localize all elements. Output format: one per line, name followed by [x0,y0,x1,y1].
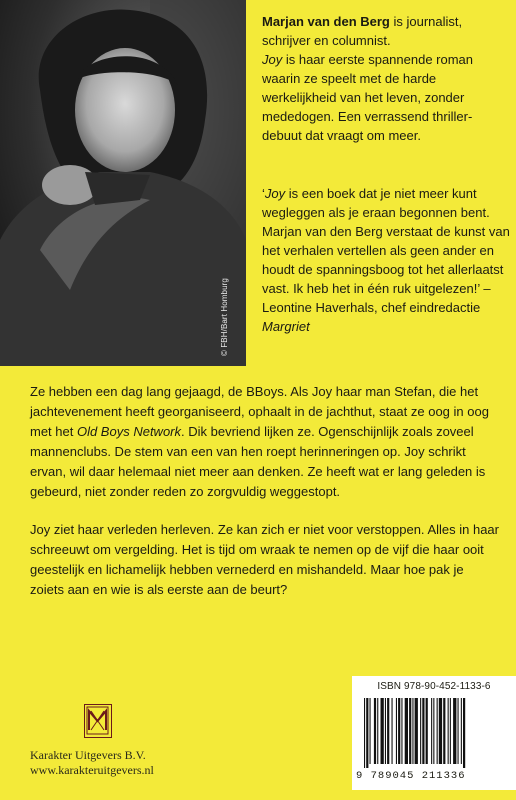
author-bio-tail: is journalist, schrijver en columnist. [262,14,463,48]
barcode-stripe [392,698,393,764]
barcode-stripe [385,698,386,764]
publisher-monogram-icon [84,704,112,738]
publisher-name: Karakter Uitgevers B.V. [30,748,146,762]
author-name: Marjan van den Berg [262,14,390,29]
review-quote [262,184,512,336]
barcode-stripe [443,698,445,764]
author-bio-text [262,12,510,145]
author-photo [0,0,246,366]
photo-credit: © FBH/Bart Homburg [220,278,229,356]
blurb-p1-part-a: Ze hebben een dag lang gejaagd, de BBoys. Als Joy haar man Stefan, die het jachtevenement heeft georganiseerd, ophaalt in de jachthut, staat ze oog in oog met het [30,384,489,439]
barcode-stripe [415,698,418,764]
barcode-stripe [433,698,434,764]
barcode-stripe [405,698,408,764]
book-title-mention: Joy [262,52,283,67]
barcode-stripe [396,698,397,764]
barcode-stripe [426,698,428,764]
blurb-paragraph-1 [30,382,500,502]
blurb-paragraph-2: Joy ziet haar verleden herleven. Ze kan zich er niet voor verstoppen. Alles in haar schreeuwt om vergelding. Het is tijd om wraak te nemen op de vijf die haar ooit geestelijk en lichamelijk hebben vernederd en mishandeld. Maar hoe pak je zoiets aan en wie is als eerste aan de beurt? [30,522,499,597]
barcode-panel [352,676,516,790]
isbn-label: ISBN 978-90-452-1133-6 [377,681,491,692]
barcode-stripe [398,698,400,764]
blurb-p1-italic: Old Boys Network [76,424,182,439]
barcode-stripe [431,698,432,764]
barcode-stripe [422,698,424,764]
barcode-stripe [437,698,438,764]
barcode-stripe [450,698,451,764]
publisher-url: www.karakteruitgevers.nl [30,763,154,777]
barcode-stripe [409,698,411,764]
barcode-stripe [374,698,376,764]
barcode-icon [362,698,512,768]
barcode-stripe [387,698,389,764]
blurb-p1-part-b: . Dik bevriend lijken ze. Ogenschijnlijk zoals zoveel mannenclubs. De stem van een van hen roept herinneringen op. Joy schrikt ervan, wil daar helemaal niet meer aan denken. Ze heeft wat er lang geleden is gebeurd, niet zonder reden zo zorgvuldig weggestopt. [30,424,486,499]
barcode-stripe [381,698,384,764]
barcode-stripe [370,698,371,764]
barcode-stripe [366,698,368,768]
book-blurb [30,382,500,600]
barcode-stripe [412,698,413,764]
quote-body: is een boek dat je niet meer kunt wegleggen als je eraan begonnen bent. Marjan van den Berg verstaat de kunst van het verhalen vertellen als geen ander en houdt de spanningsboog tot het allerlaatst vast. Ik heb het in één ruk uitgelezen!’ – Leontine Haverhals, chef eindredactie [262,186,510,315]
review-quote-text [262,184,512,336]
barcode-stripe [453,698,456,764]
barcode-stripe [463,698,465,768]
barcode-stripe [420,698,421,764]
barcode-stripe [377,698,378,764]
quote-book-title: Joy [264,186,286,201]
barcode-stripe [461,698,462,764]
author-portrait-image [0,0,246,366]
author-bio [262,12,510,145]
barcode-digits: 9 789045 211336 [356,770,466,782]
barcode-stripe [439,698,442,764]
barcode-stripe [401,698,402,764]
barcode-stripe [448,698,449,764]
barcode-stripe [458,698,459,764]
author-bio-rest: is haar eerste spannende roman waarin ze speelt met de harde werkelijkheid van het leven, zonder mededogen. Een verrassend thriller-debuut dat vraagt om meer. [262,52,474,143]
quote-open-mark: ‘ [262,186,265,201]
quote-magazine: Margriet [262,319,310,334]
barcode-stripe [364,698,365,768]
